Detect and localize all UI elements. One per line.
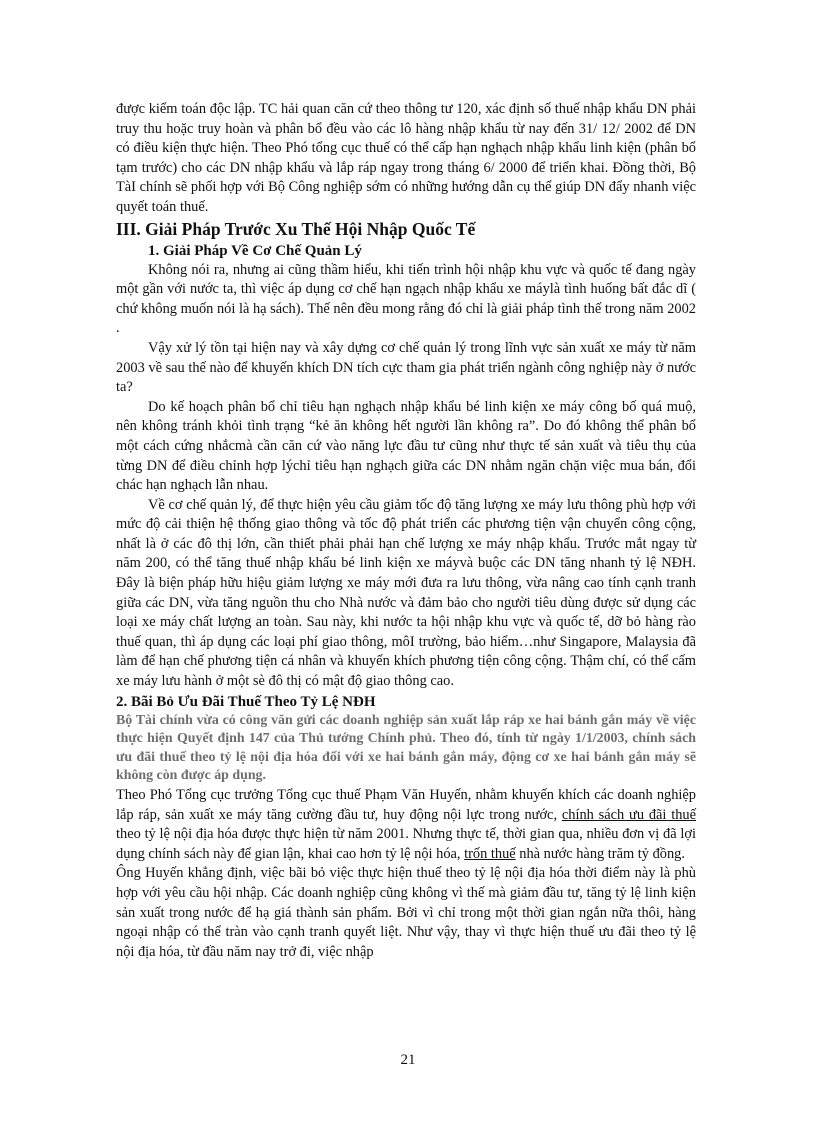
paragraph-intro: Không nói ra, nhưng ai cũng thầm hiểu, khi tiến trình hội nhập khu vực và quốc tế đang ngày một gần với nước ta, thì việc áp dụng cơ chế hạn ngạch nhập khẩu xe máylà tình huống bất đắc dĩ ( chứ không muốn nói là hạ sách). Thế nên đều mong rằng đó chỉ là giải pháp tình thế trong năm 2002 .	[116, 261, 696, 337]
policy-link[interactable]: chính sách ưu đãi thuế	[561, 806, 696, 823]
tax-evasion-link[interactable]: trốn thuế	[464, 845, 516, 862]
paragraph-huyen	[116, 786, 696, 864]
paragraph-huyen-part-b: theo tỷ lệ nội địa hóa được thực hiện từ năm 2001. Nhưng thực tế, thời gian qua, nhiều đơn vị đã lợi dụng chính sách này để gian lận, khai cao hơn tỷ lệ nội hóa,	[116, 826, 696, 862]
paragraph-conclusion: Ông Huyến khẳng định, việc bãi bỏ việc thực hiện thuế theo tỷ lệ nội địa hóa thời điểm này là phù hợp với yêu cầu hội nhập. Các doanh nghiệp cũng không vì thế mà giảm đầu tư, tăng tỷ lệ linh kiện sản xuất trong nước để hạ giá thành sản phẩm. Bởi vì chỉ trong một thời gian ngắn nữa thôi, hàng ngoại nhập có thể tràn vào cạnh tranh quyết liệt. Như vậy, thay vì thực hiện thuế ưu đãi theo tỷ lệ nội địa hóa, từ đầu năm nay trở đi, việc nhập	[116, 865, 696, 960]
paragraph-lead-bold: Bộ Tài chính vừa có công văn gửi các doanh nghiệp sản xuất lắp ráp xe hai bánh gắn máy về việc thực hiện Quyết định 147 của Thủ tướng Chính phủ. Theo đó, tính từ ngày 1/1/2003, chính sách ưu đãi thuế theo tỷ lệ nội địa hóa đối với xe hai bánh gắn máy, động cơ xe hai bánh gắn máy sẽ không còn được áp dụng.	[116, 712, 696, 784]
paragraph-management: Về cơ chế quản lý, để thực hiện yêu cầu giảm tốc độ tăng lượng xe máy lưu thông phù hợp với mức độ cải thiện hệ thống giao thông và tốc độ phát triển các phương tiện vận chuyển công cộng, nhất là ở các đô thị lớn, cần thiết phải phải hạn chế lượng xe máy nhập khẩu. Trước mắt ngay từ năm 200, có thể tăng thuế nhập khẩu bé linh kiện xe máyvà buộc các DN tăng nhanh tỷ lệ NĐH. Đây là biện pháp hữu hiệu giảm lượng xe máy mới đưa ra lưu thông, vừa nâng cao tính cạnh tranh giữa các DN, vừa tăng nguồn thu cho Nhà nước và đảm bảo cho người tiêu dùng được sử dụng các loại xe máy chất lượng an toàn. Sau này, khi nước ta hội nhập khu vực và quốc tế, dỡ bỏ hàng rào thuế quan, thì áp dụng các loại phí giao thông, môI trường, bảo hiểm…như Singapore, Malaysia đã làm để hạn chế phương tiện cá nhân và khuyến khích phương tiện công cộng. Thậm chí, có thể cấm xe máy lưu hành ở một sè đô thị có mật độ giao thông cao.	[116, 496, 696, 690]
page-number: 21	[400, 1052, 416, 1068]
section-heading: III. Giải Pháp Trước Xu Thế Hội Nhập Quốc Tế	[116, 218, 476, 239]
paragraph-audit: được kiểm toán độc lập. TC hải quan căn cứ theo thông tư 120, xác định số thuế nhập khẩu DN phải truy thu hoặc truy hoàn và phân bổ đều vào các lô hàng nhập khẩu từ nay đến 31/ 12/ 2002 để DN có điều kiện thực hiện. Theo Phó tổng cục thuế có thể cấp hạn nghạch nhập khẩu linh kiện (phân bổ tạm trước) cho các DN nhập khẩu và lắp ráp ngay trong tháng 6/ 2000 để triển khai. Đồng thời, Bộ TàI chính sẽ phối hợp với Bộ Công nghiệp sớm có những hướng dẫn cụ thể giúp DN đẩy nhanh việc quyết toán thuế.	[116, 101, 696, 215]
paragraph-huyen-part-a: Theo Phó Tổng cục trưởng Tổng cục thuế Phạm Văn Huyến, nhằm khuyến khích các doanh nghiệp lắp ráp, sản xuất xe máy tăng cường đầu tư, huy động nội lực trong nước,	[116, 787, 696, 823]
subsection-heading-2: 2. Bãi Bỏ Ưu Đãi Thuế Theo Tỷ Lệ NĐH	[116, 693, 376, 710]
paragraph-quota: Do kế hoạch phân bổ chỉ tiêu hạn nghạch nhập khẩu bé linh kiện xe máy công bố quá muộ, nên không tránh khỏi tình trạng “kẻ ăn không hết người lần không ra”. Do đó không thể phân bổ một cách cứng nhắcmà cần căn cứ vào năng lực đầu tư cũng như thực tế sản xuất và tiêu thụ của từng DN để điều chỉnh hợp lýchỉ tiêu hạn nghạch giữa các DN nhằm ngăn chặn việc mua bán, đổi chác hạn nghạch lẫn nhau.	[116, 398, 696, 494]
paragraph-question: Vậy xử lý tồn tại hiện nay và xây dựng cơ chế quản lý trong lĩnh vực sản xuất xe máy từ năm 2003 về sau thế nào để khuyến khích DN tích cực tham gia phát triển ngành công nghiệp này ở nước ta?	[116, 339, 696, 396]
document-body	[116, 100, 696, 962]
subsection-heading-1: 1. Giải Pháp Về Cơ Chế Quản Lý	[148, 242, 362, 259]
paragraph-huyen-part-c: nhà nước hàng trăm tỷ đồng.	[515, 845, 685, 862]
